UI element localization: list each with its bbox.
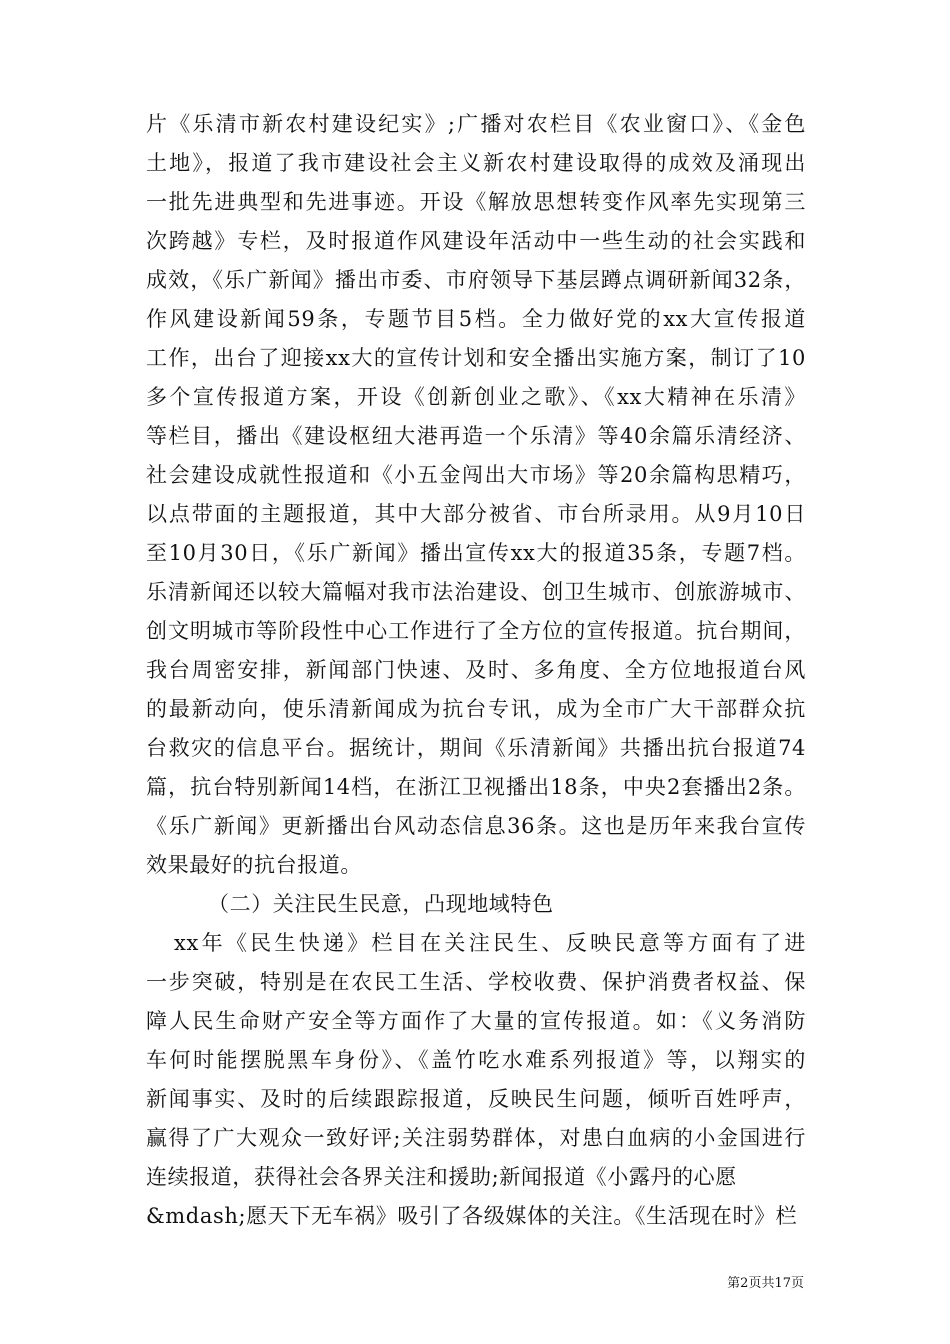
text-line: 一步突破，特别是在农民工生活、学校收费、保护消费者权益、保 (146, 970, 806, 994)
text-line: 篇，抗台特别新闻14档，在浙江卫视播出18条，中央2套播出2条。 (146, 775, 806, 799)
text-line: 以点带面的主题报道，其中大部分被省、市台所录用。从9月10日 (146, 502, 806, 526)
text-line: 我台周密安排，新闻部门快速、及时、多角度、全方位地报道台风 (146, 658, 806, 682)
text-line: xx年《民生快递》栏目在关注民生、反映民意等方面有了进 (174, 931, 806, 955)
text-line: 障人民生命财产安全等方面作了大量的宣传报道。如：《义务消防 (146, 1009, 806, 1033)
text-line: 片《乐清市新农村建设纪实》;广播对农栏目《农业窗口》、《金色 (146, 112, 806, 136)
text-line: 创文明城市等阶段性中心工作进行了全方位的宣传报道。抗台期间， (146, 619, 806, 643)
text-line: 乐清新闻还以较大篇幅对我市法治建设、创卫生城市、创旅游城市、 (146, 580, 806, 604)
text-line: 至10月30日，《乐广新闻》播出宣传xx大的报道35条，专题7档。 (146, 541, 806, 565)
section-heading: （二）关注民生民意，凸现地域特色 (208, 892, 554, 916)
text-line: 多个宣传报道方案，开设《创新创业之歌》、《xx大精神在乐清》 (146, 385, 806, 409)
text-line: 的最新动向，使乐清新闻成为抗台专讯，成为全市广大干部群众抗 (146, 697, 806, 721)
text-line: 等栏目，播出《建设枢纽大港再造一个乐清》等40余篇乐清经济、 (146, 424, 806, 448)
page-number: 第2页共17页 (727, 1276, 804, 1291)
text-line: 土地》，报道了我市建设社会主义新农村建设取得的成效及涌现出 (146, 151, 806, 175)
text-line: 社会建设成就性报道和《小五金闯出大市场》等20余篇构思精巧， (146, 463, 806, 487)
text-line: 车何时能摆脱黑车身份》、《盖竹吃水难系列报道》等，以翔实的 (146, 1048, 806, 1072)
text-line: 作风建设新闻59条，专题节目5档。全力做好党的xx大宣传报道 (146, 307, 806, 331)
text-line: 赢得了广大观众一致好评;关注弱势群体，对患白血病的小金国进行 (146, 1126, 806, 1150)
text-line: 工作，出台了迎接xx大的宣传计划和安全播出实施方案，制订了10 (146, 346, 806, 370)
text-line: 台救灾的信息平台。据统计，期间《乐清新闻》共播出抗台报道74 (146, 736, 806, 760)
text-line: 一批先进典型和先进事迹。开设《解放思想转变作风率先实现第三 (146, 190, 806, 214)
text-line: 效果最好的抗台报道。 (146, 853, 362, 877)
text-line: &mdash;愿天下无车祸》吸引了各级媒体的关注。《生活现在时》栏 (146, 1204, 798, 1228)
text-line: 新闻事实、及时的后续跟踪报道，反映民生问题，倾听百姓呼声， (146, 1087, 806, 1111)
text-line: 连续报道，获得社会各界关注和援助;新闻报道《小露丹的心愿 (146, 1165, 737, 1189)
text-line: 成效，《乐广新闻》播出市委、市府领导下基层蹲点调研新闻32条， (146, 268, 806, 292)
text-line: 次跨越》专栏，及时报道作风建设年活动中一些生动的社会实践和 (146, 229, 806, 253)
text-line: 《乐广新闻》更新播出台风动态信息36条。这也是历年来我台宣传 (146, 814, 806, 838)
